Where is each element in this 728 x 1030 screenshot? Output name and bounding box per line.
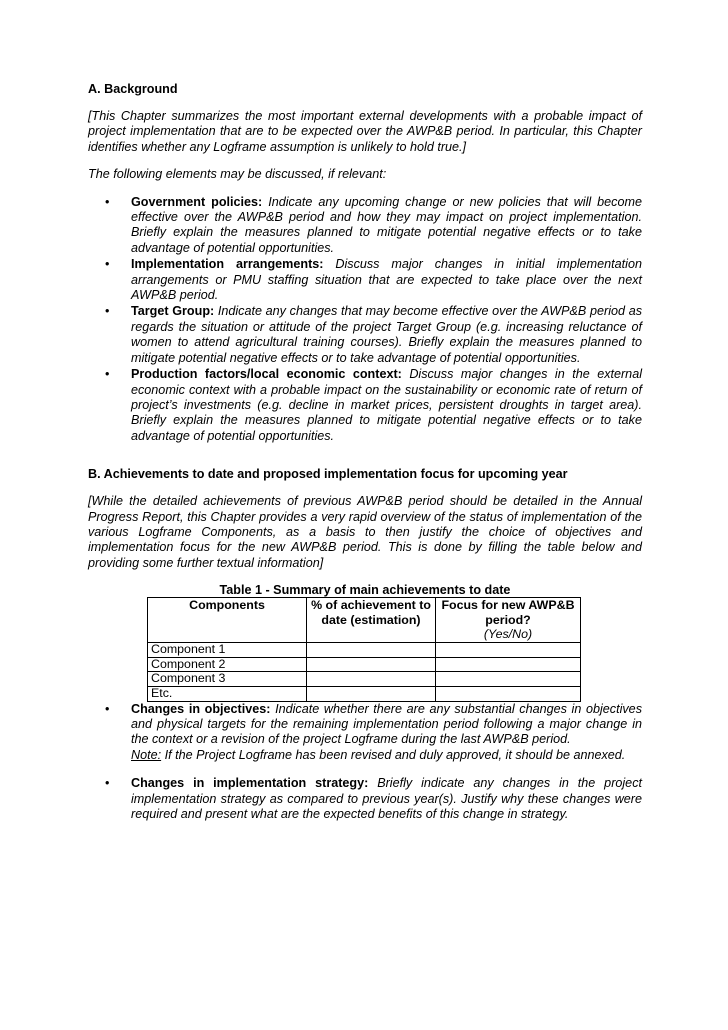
achievements-table	[147, 597, 581, 701]
table-cell-focus	[436, 686, 581, 701]
table-row	[148, 657, 581, 672]
list-item	[88, 304, 642, 366]
table-cell-component: Component 2	[148, 657, 307, 672]
table-cell-component: Component 3	[148, 672, 307, 687]
table-caption: Table 1 - Summary of main achievements to date	[219, 583, 511, 598]
section-a-lead-in: The following elements may be discussed, if relevant:	[88, 167, 387, 182]
bullet-title: Changes in objectives:	[131, 701, 271, 716]
table-header-components: Components	[148, 598, 307, 643]
bullet-icon: •	[105, 194, 110, 209]
section-b-intro: [While the detailed achievements of previous AWP&B period should be detailed in the Annual Progress Report, this Chapter provides a very rapid overview of the status of implementation of the various Logframe Components, as a basis to then justify the choice of objectives and implementation focus for the new AWP&B period. This is done by filling the table below and providing some further textual information]	[88, 494, 642, 570]
table-cell-focus	[436, 657, 581, 672]
table-cell-focus	[436, 672, 581, 687]
table-row	[148, 672, 581, 687]
bullet-icon: •	[105, 701, 110, 716]
note-label: Note:	[131, 747, 162, 762]
table-row	[148, 643, 581, 658]
table-header-focus	[436, 598, 581, 643]
table-cell-focus	[436, 643, 581, 658]
table-header-achievement: % of achievement to date (estimation)	[307, 598, 436, 643]
bullet-icon: •	[105, 776, 110, 791]
bullet-title: Implementation arrangements:	[131, 257, 324, 272]
section-b-heading: B. Achievements to date and proposed implementation focus for upcoming year	[88, 467, 568, 482]
table-header-focus-sub: (Yes/No)	[483, 627, 533, 642]
table-cell-achievement	[307, 657, 436, 672]
section-a-heading: A. Background	[88, 82, 178, 96]
list-item	[88, 776, 642, 822]
bullet-title: Production factors/local economic context:	[131, 367, 402, 382]
table-row	[148, 686, 581, 701]
table-cell-component: Component 1	[148, 643, 307, 658]
list-item	[88, 367, 642, 444]
table-cell-achievement	[307, 672, 436, 687]
bullet-icon: •	[105, 367, 110, 382]
table-cell-achievement	[307, 686, 436, 701]
section-b-bullet-list	[88, 702, 642, 823]
bullet-text: Discuss major changes in the external economic context with a probable impact on the sustainability or economic rate of return of project’s investments (e.g. decline in market prices, persistent droughts in target area). Briefly explain the measures planned to mitigate potential negative effects or to take advantage of potential opportunities.	[131, 367, 642, 443]
bullet-icon: •	[105, 257, 110, 272]
bullet-title: Changes in implementation strategy:	[131, 776, 369, 791]
list-item	[88, 702, 642, 764]
bullet-text: Indicate any changes that may become effective over the AWP&B period as regards the situation or attitude of the project Target Group (e.g. increasing reluctance of women to attend agricultural training courses). Briefly explain the measures planned to mitigate potential negative effects or to take advantage of potential opportunities.	[131, 304, 642, 365]
document-page	[88, 82, 642, 835]
table-cell-achievement	[307, 643, 436, 658]
note-text: If the Project Logframe has been revised and duly approved, it should be annexed.	[161, 747, 626, 762]
list-item	[88, 257, 642, 303]
table-cell-component: Etc.	[148, 686, 307, 701]
bullet-text: Discuss major changes in initial implementation arrangements or PMU staffing situation that are expected to take place over the next AWP&B period.	[131, 257, 642, 303]
bullet-text: Indicate any upcoming change or new policies that will become effective over the AWP&B period and how they may impact on project implementation. Briefly explain the measures planned to mitigate potential negative effects or to take advantage of potential opportunities.	[131, 194, 642, 255]
section-a-bullet-list	[88, 195, 642, 445]
bullet-text: Briefly indicate any changes in the project implementation strategy as compared to previous year(s). Justify why these changes were required and present what are the expected benefits of this change in strategy.	[131, 776, 642, 821]
bullet-title: Target Group:	[131, 304, 215, 319]
table-header-focus-label: Focus for new AWP&B period?	[441, 598, 575, 627]
bullet-title: Government policies:	[131, 194, 263, 209]
section-a-intro: [This Chapter summarizes the most important external developments with a probable impact of project implementation that are to be expected over the AWP&B period. In particular, this Chapter identifies whether any Logframe assumption is unlikely to hold true.]	[88, 109, 642, 154]
bullet-text: Indicate whether there are any substantial changes in objectives and physical targets for the remaining implementation period following a major change in the context or a revision of the project Logframe during the last AWP&B period.	[131, 701, 642, 747]
bullet-icon: •	[105, 304, 110, 319]
list-item	[88, 195, 642, 257]
